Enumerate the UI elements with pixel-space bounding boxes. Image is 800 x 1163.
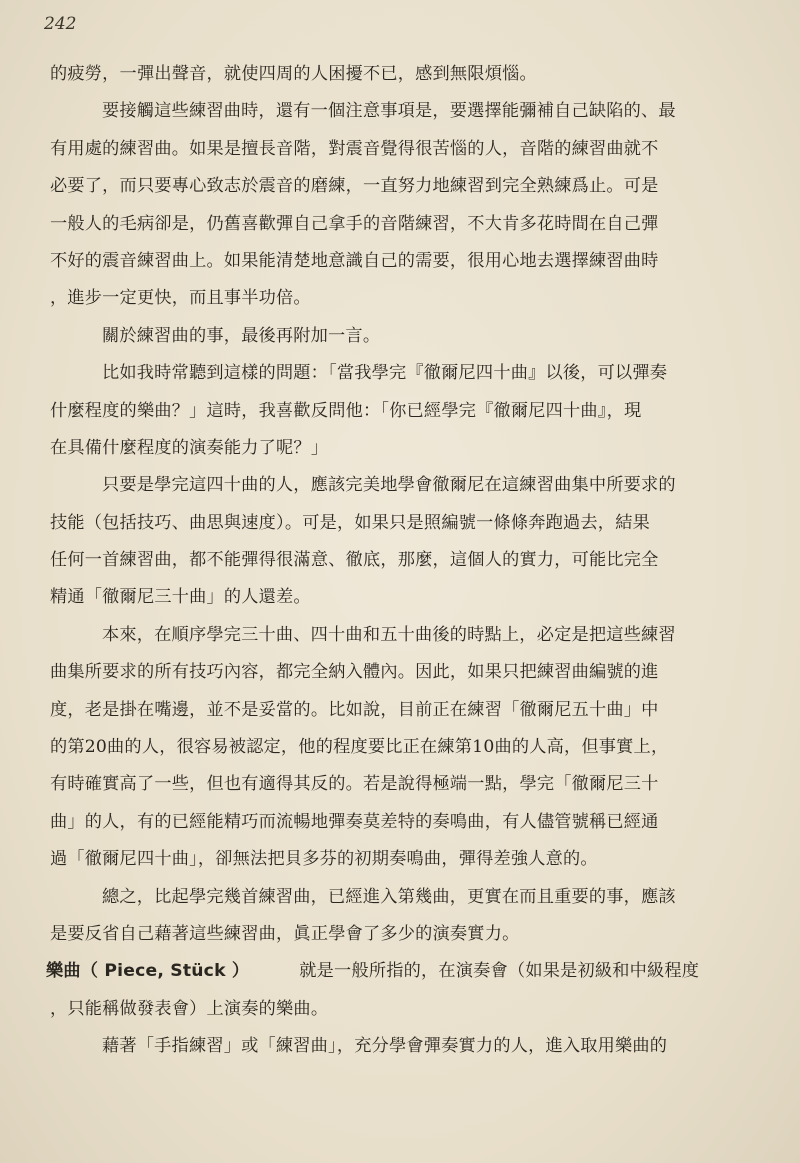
line-text: 什麼程度的樂曲？」這時，我喜歡反問他：「你已經學完『徹爾尼四十曲』，現	[50, 400, 642, 421]
text-line	[50, 542, 750, 579]
text-line	[50, 168, 750, 205]
line-text: 的疲勞，一彈出聲音，就使四周的人困擾不已，感到無限煩惱。	[50, 64, 537, 84]
text-line	[50, 654, 750, 691]
text-line	[50, 916, 750, 953]
text-line	[50, 243, 750, 280]
line-text: 過「徹爾尼四十曲」，卻無法把貝多芬的初期奏鳴曲，彈得差強人意的。	[50, 849, 598, 870]
text-line	[50, 467, 750, 504]
text-line	[50, 766, 750, 803]
text-line	[50, 991, 750, 1028]
text-line	[50, 131, 750, 168]
line-text: 必要了，而只要專心致志於震音的磨練，一直努力地練習到完全熟練爲止。可是	[50, 176, 659, 197]
line-text: 的第20曲的人，很容易被認定，他的程度要比正在練第10曲的人高，但事實上，	[50, 737, 669, 758]
line-text: 是要反省自己藉著這些練習曲，眞正學會了多少的演奏實力。	[50, 923, 520, 944]
text-line	[50, 879, 750, 916]
text-line	[50, 318, 750, 355]
text-line	[50, 280, 750, 317]
line-text: 要接觸這些練習曲時，還有一個注意事項是，要選擇能彌補自己缺陷的、最	[102, 101, 676, 122]
line-text: 只要是學完這四十曲的人，應該完美地學會徹爾尼在這練習曲集中所要求的	[102, 475, 676, 496]
body-text	[46, 56, 750, 1066]
line-text: 總之，比起學完幾首練習曲，已經進入第幾曲，更實在而且重要的事，應該	[102, 886, 676, 907]
line-text: 比如我時常聽到這樣的問題：「當我學完『徹爾尼四十曲』以後，可以彈奏	[102, 363, 668, 384]
text-line	[46, 953, 750, 990]
text-line	[50, 841, 750, 878]
line-text: 一般人的毛病卻是，仍舊喜歡彈自己拿手的音階練習，不大肯多花時間在自己彈	[50, 213, 659, 234]
line-text: 本來，在順序學完三十曲、四十曲和五十曲後的時點上，必定是把這些練習	[102, 624, 676, 645]
line-text: 曲」的人，有的已經能精巧而流暢地彈奏莫差特的奏鳴曲，有人儘管號稱已經通	[50, 811, 659, 832]
text-line	[50, 579, 750, 616]
line-text: 有時確實高了一些，但也有適得其反的。若是說得極端一點，學完「徹爾尼三十	[50, 774, 659, 795]
line-text: 就是一般所指的，在演奏會（如果是初級和中級程度	[299, 961, 700, 982]
line-text: 任何一首練習曲，都不能彈得很滿意、徹底，那麼，這個人的實力，可能比完全	[50, 550, 659, 571]
text-line	[50, 505, 750, 542]
text-line	[50, 729, 750, 766]
line-text: 在具備什麼程度的演奏能力了呢？」	[50, 437, 329, 458]
text-line	[50, 617, 750, 654]
line-text: 藉著「手指練習」或「練習曲」，充分學會彈奏實力的人，進入取用樂曲的	[102, 1036, 668, 1057]
text-line	[50, 804, 750, 841]
line-text: 精通「徹爾尼三十曲」的人還差。	[50, 587, 311, 608]
glossary-term: 樂曲（ Piece, Stück ）	[46, 961, 250, 982]
page-number: 242	[44, 14, 77, 34]
text-line	[50, 393, 750, 430]
line-text: 不好的震音練習曲上。如果能清楚地意識自己的需要，很用心地去選擇練習曲時	[50, 250, 659, 271]
line-text: 度，老是掛在嘴邊，並不是妥當的。比如說，目前正在練習「徹爾尼五十曲」中	[50, 699, 659, 720]
line-text: ，進步一定更快，而且事半功倍。	[50, 288, 311, 309]
line-text: 技能（包括技巧、曲思與速度）。可是，如果只是照編號一條條奔跑過去，結果	[50, 512, 650, 533]
text-line	[50, 692, 750, 729]
text-line	[50, 56, 750, 93]
text-line	[50, 206, 750, 243]
text-line	[50, 355, 750, 392]
text-line	[50, 430, 750, 467]
line-text: ，只能稱做發表會）上演奏的樂曲。	[50, 998, 329, 1019]
line-text: 關於練習曲的事，最後再附加一言。	[102, 325, 381, 346]
line-text: 有用處的練習曲。如果是擅長音階，對震音覺得很苦惱的人，音階的練習曲就不	[50, 138, 659, 159]
text-line	[50, 1028, 750, 1065]
text-line	[50, 93, 750, 130]
line-text: 曲集所要求的所有技巧內容，都完全納入體內。因此，如果只把練習曲編號的進	[50, 662, 659, 683]
